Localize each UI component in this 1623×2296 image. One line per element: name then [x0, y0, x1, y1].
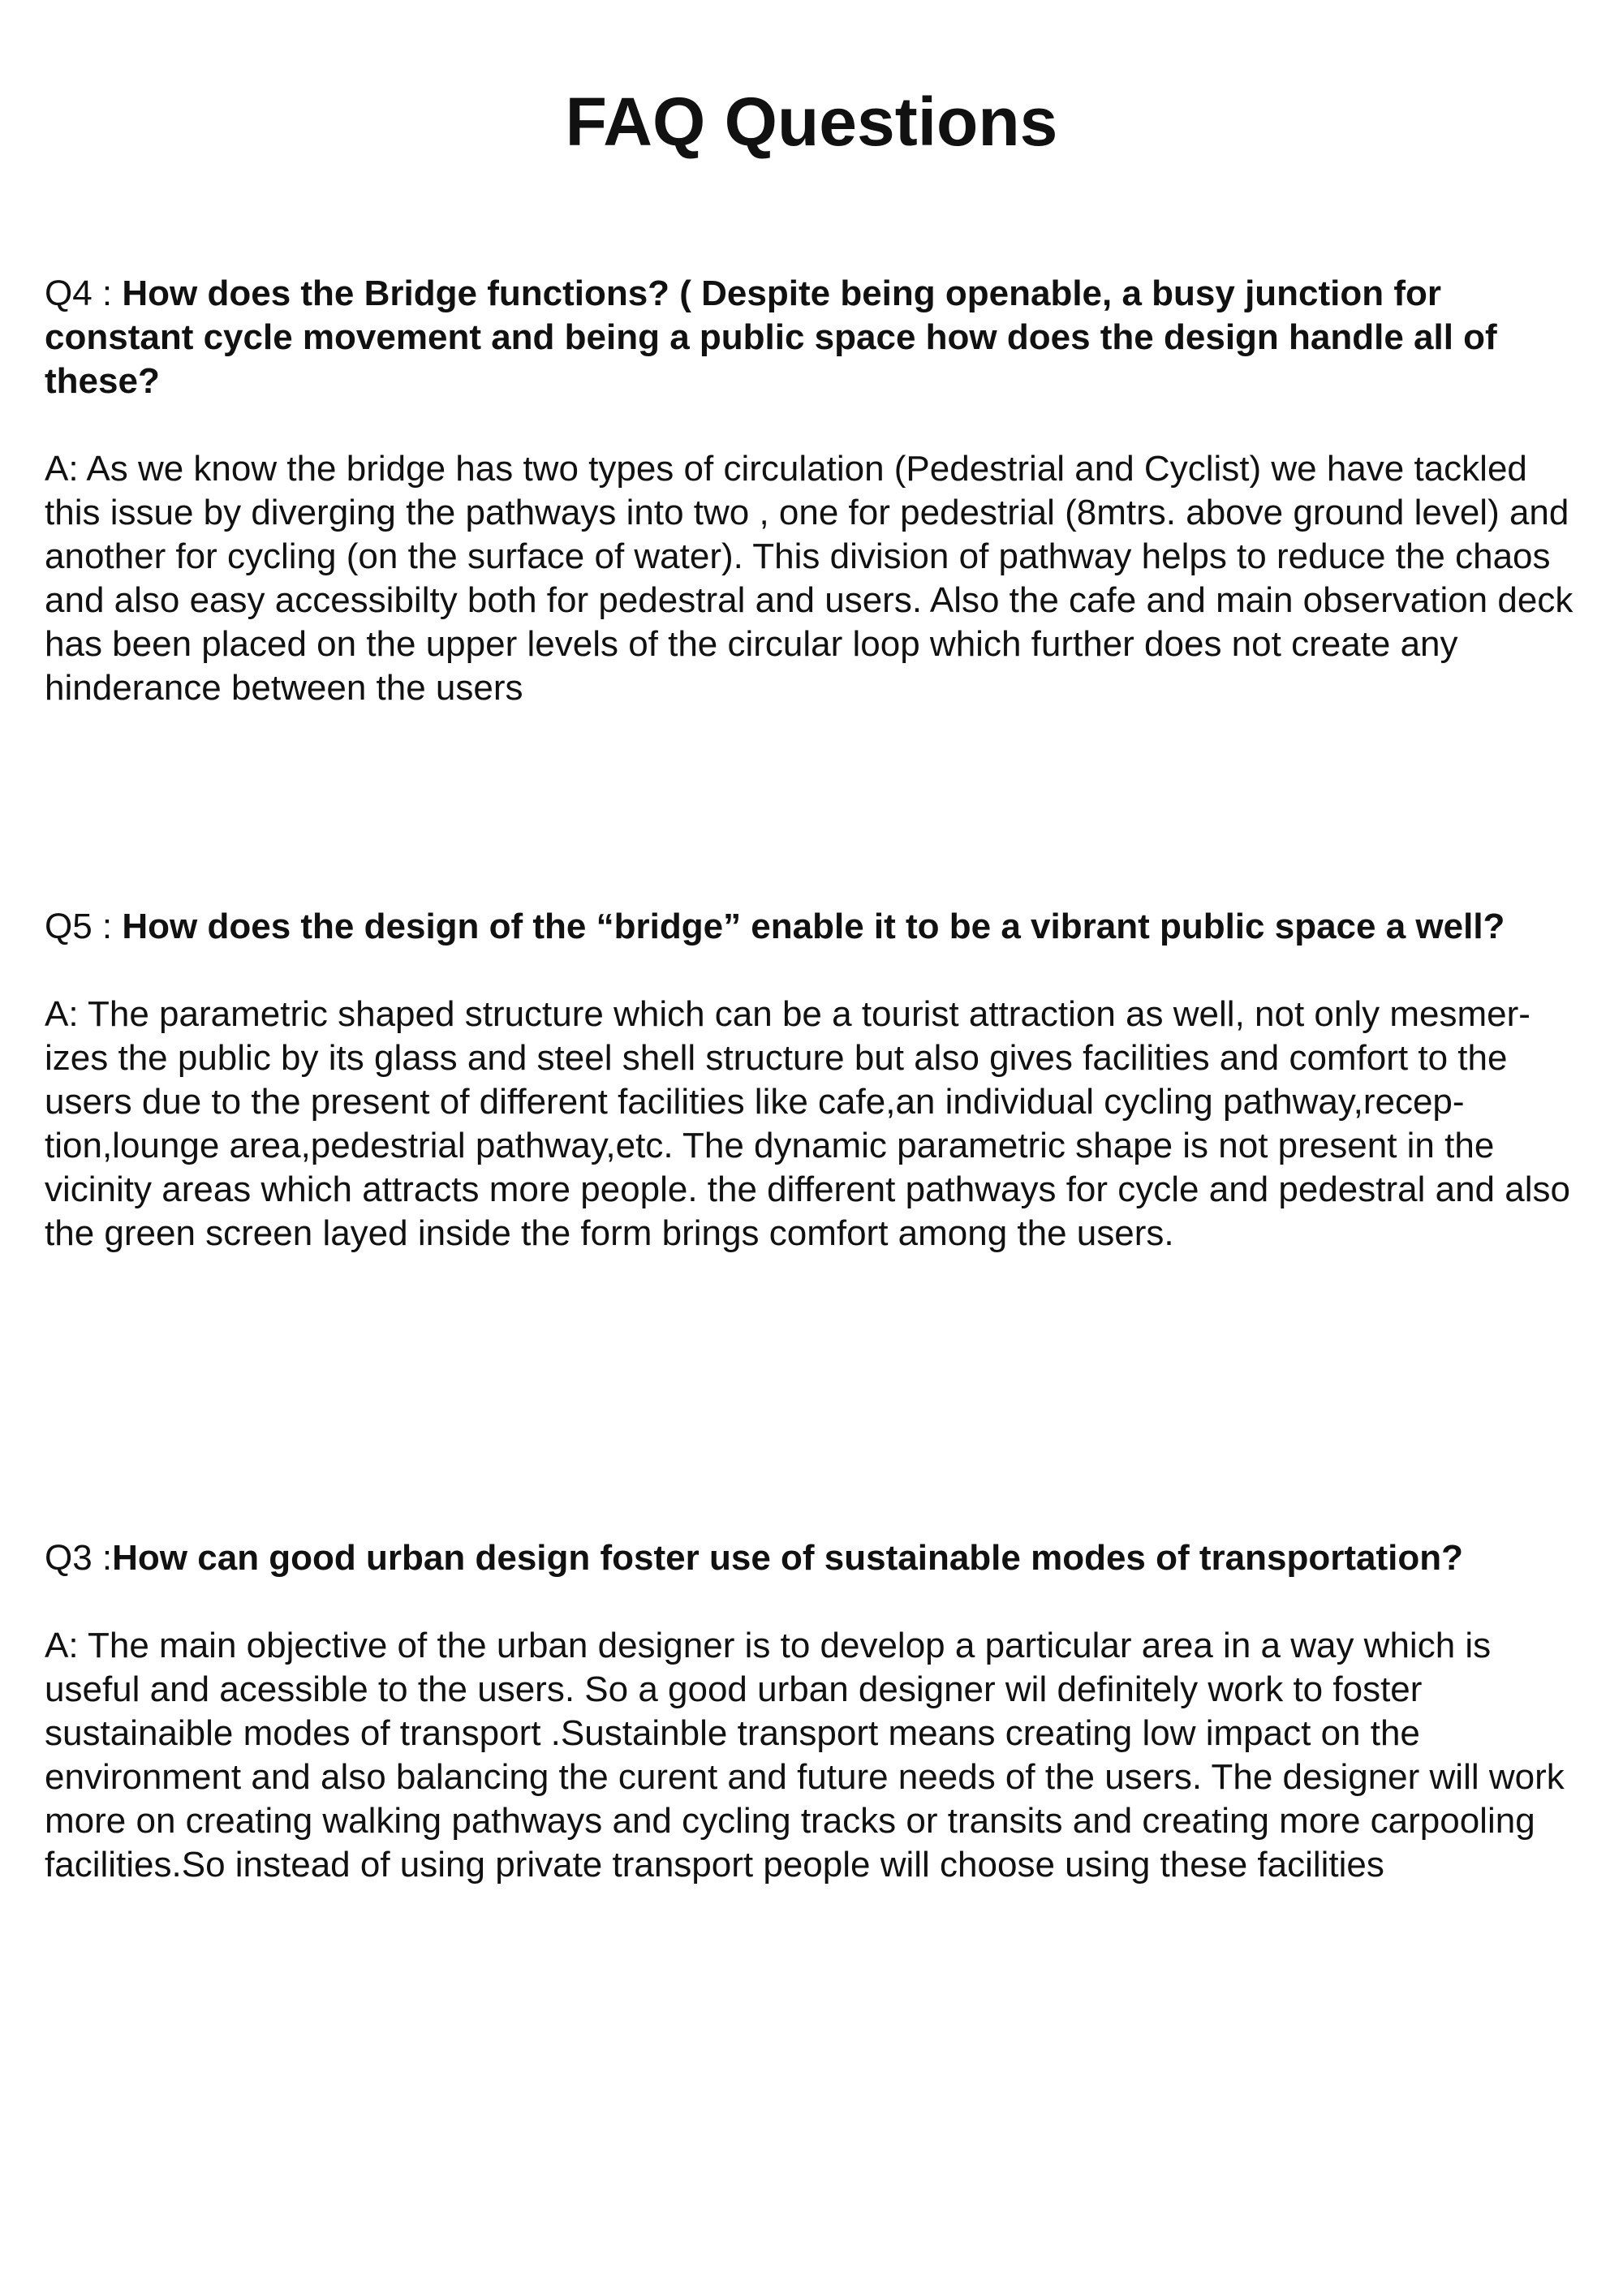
question-text: How does the Bridge functions? ( Despite being openable, a busy junction for constant cycle movement and being a public space how does the design handle all of these? [45, 274, 1497, 401]
question-number: Q4 : [45, 274, 123, 313]
question-number: Q5 : [45, 907, 123, 946]
faq-item-q3 [45, 1536, 1578, 1887]
question [45, 272, 1578, 403]
answer-text: A: The parametric shaped structure which can be a tourist attraction as well, not only mesmerizes the public by its glass and steel shell structure but also gives facilities and comfort to the users due to the present of different facilities like cafe,an individual cycling pathway,reception,lounge area,pedestrial pathway,etc. The dynamic parametric shape is not present in the vicinity areas which attracts more people. the different pathways for cycle and pedestral and also the green screen layed inside the form brings comfort among the users. [45, 994, 1570, 1253]
question-text: How can good urban design foster use of sustainable modes of transportation? [112, 1538, 1463, 1578]
question [45, 1536, 1578, 1580]
question-text: How does the design of the “bridge” enable it to be a vibrant public space a well? [122, 907, 1505, 946]
page-title: FAQ Questions [565, 84, 1058, 160]
question-number: Q3 : [45, 1538, 113, 1578]
faq-item-q5 [45, 905, 1578, 1256]
question [45, 905, 1578, 949]
faq-item-q4 [45, 272, 1578, 710]
answer-text: A: As we know the bridge has two types of circulation (Pedestrial and Cyclist) we have tackled this issue by diverging the pathways into two , one for pedestrial (8mtrs. above ground level) and another for cycling (on the surface of water). This division of pathway helps to reduce the chaos and also easy accessibilty both for pedestral and users. Also the cafe and main observation deck has been placed on the upper levels of the circular loop which further does not create any hinderance between the users [45, 449, 1573, 708]
answer-text: A: The main objective of the urban designer is to develop a particular area in a way which is useful and acessible to the users. So a good urban designer wil definitely work to foster sustainaible modes of transport .Sustainble transport means creating low impact on the environment and also balancing the curent and future needs of the users. The designer will work more on creating walking pathways and cycling tracks or transits and creating more carpooling facilities.So instead of using private transport people will choose using these facilities [45, 1626, 1565, 1885]
